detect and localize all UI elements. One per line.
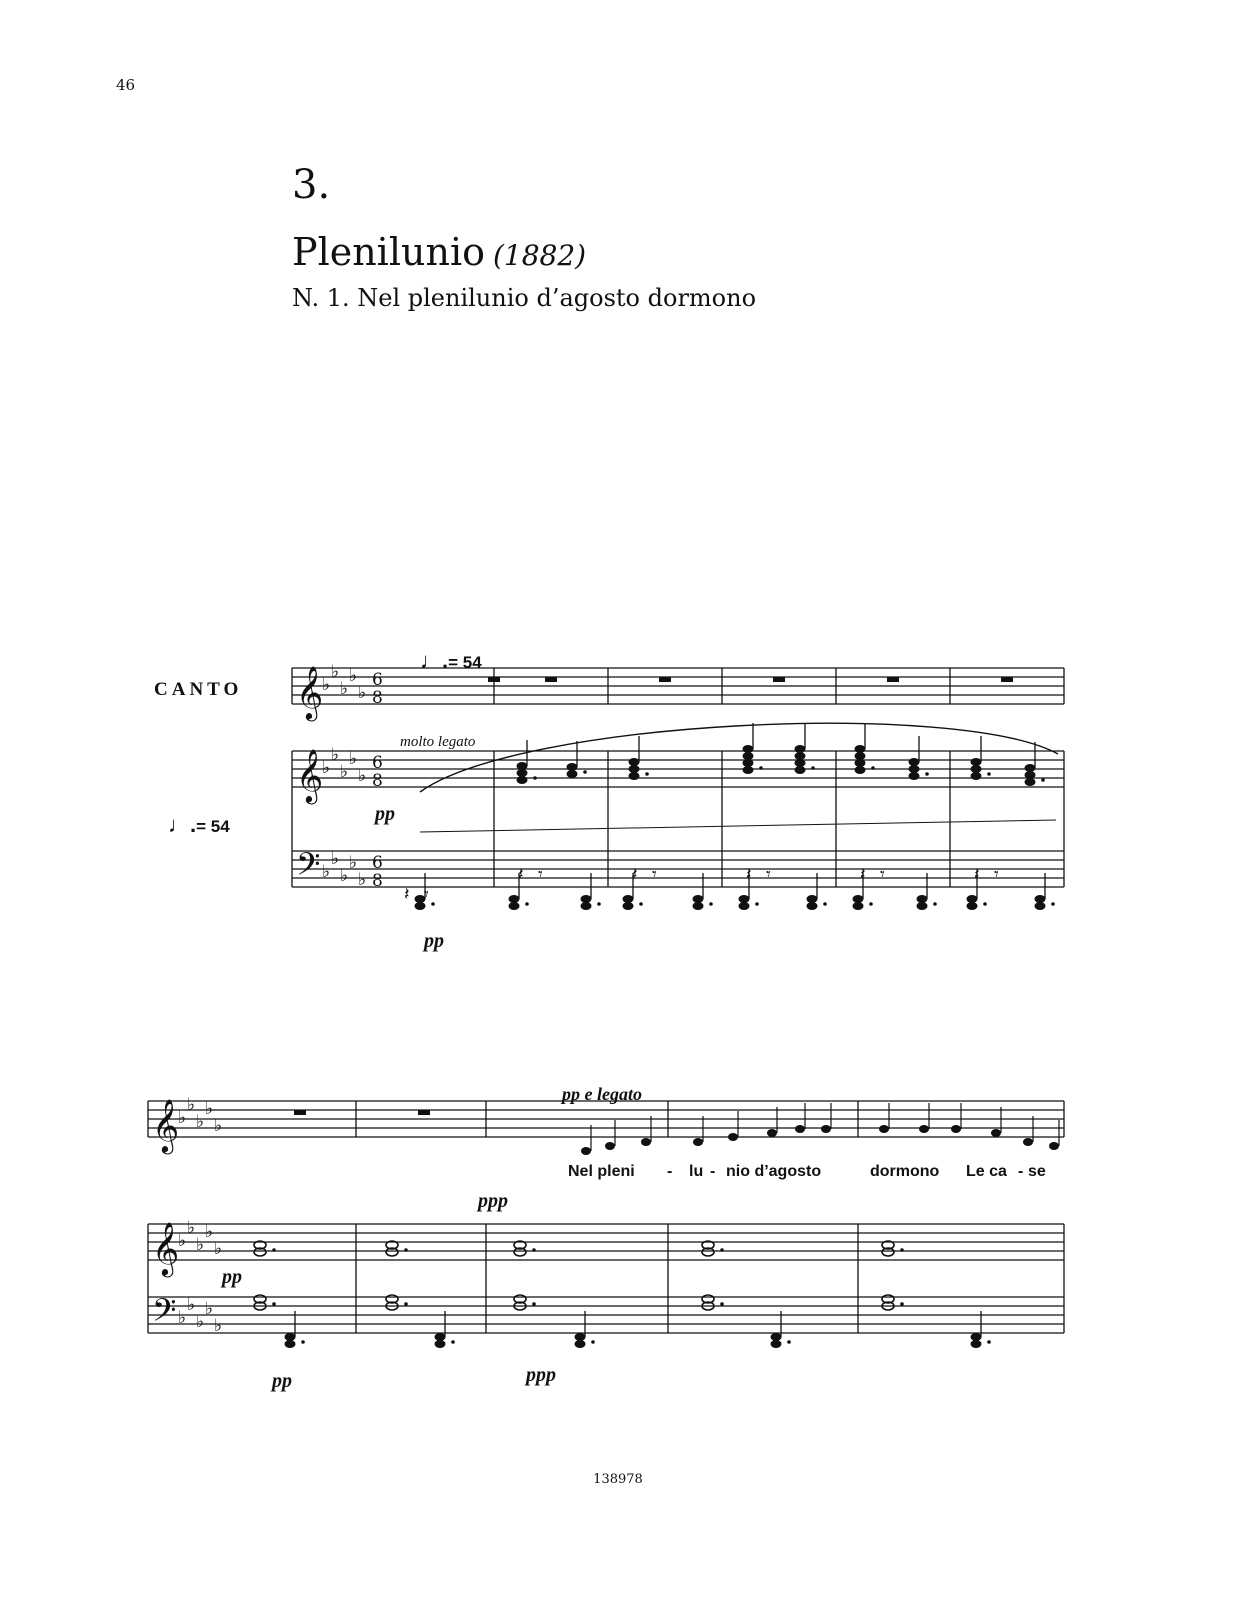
flat-icon: ♭: [349, 853, 358, 873]
tempo-value: = 54: [196, 817, 230, 836]
notehead: [1035, 902, 1046, 910]
notehead: [1035, 895, 1046, 903]
notehead: [575, 1333, 586, 1341]
notehead: [855, 745, 866, 753]
bass-clef-icon: 𝄢: [296, 846, 321, 890]
lyric-syllable: nio d’agosto: [726, 1163, 822, 1180]
dot: [583, 770, 587, 774]
whole-rest: [773, 677, 785, 682]
bass-clef-icon: 𝄢: [152, 1292, 177, 1336]
flat-icon: ♭: [331, 849, 340, 869]
plate-number: 138978: [593, 1472, 643, 1487]
notehead: [693, 902, 704, 910]
flat-icon: ♭: [340, 866, 349, 886]
voice-expression: pp e legato: [562, 1084, 642, 1104]
notehead: [967, 902, 978, 910]
dot: [871, 766, 875, 770]
notehead: [629, 772, 640, 780]
page-number: 46: [116, 76, 136, 94]
lyric-syllable: -: [667, 1163, 673, 1180]
notehead: [967, 895, 978, 903]
notehead: [739, 902, 750, 910]
flat-icon: ♭: [331, 745, 340, 765]
flat-icon: ♭: [349, 666, 358, 686]
notehead: [567, 763, 578, 771]
voice-label: CANTO: [154, 679, 243, 700]
dot: [987, 772, 991, 776]
time-signature: 8: [372, 688, 383, 708]
flat-icon: ♭: [187, 1218, 196, 1238]
time-signature: 6: [372, 753, 383, 773]
voice-note: [581, 1147, 591, 1155]
flat-icon: ♭: [178, 1108, 187, 1128]
flat-icon: ♭: [340, 679, 349, 699]
lyric-syllable: -: [710, 1163, 716, 1180]
eighth-rest-icon: 𝄾: [652, 864, 657, 885]
dot: [869, 902, 873, 906]
notehead: [795, 745, 806, 753]
dot: [787, 1340, 791, 1344]
flat-icon: ♭: [178, 1308, 187, 1328]
notehead: [807, 895, 818, 903]
flat-icon: ♭: [196, 1312, 205, 1332]
tempo-value: = 54: [448, 653, 482, 672]
dot: [933, 902, 937, 906]
time-signature: 8: [372, 871, 383, 891]
lyric-syllable: Nel pleni: [568, 1163, 635, 1180]
notehead: [629, 765, 640, 773]
quarter-rest-icon: 𝄽: [632, 864, 638, 885]
eighth-rest-icon: 𝄾: [994, 864, 999, 885]
lyric-syllable: dormono: [870, 1163, 940, 1180]
beam-line: [420, 820, 1056, 832]
notehead: [285, 1340, 296, 1348]
flat-icon: ♭: [214, 1116, 223, 1136]
flat-icon: ♭: [196, 1235, 205, 1255]
quarter-rest-icon: 𝄽: [518, 864, 524, 885]
flat-icon: ♭: [187, 1295, 196, 1315]
notehead: [855, 766, 866, 774]
notehead: [971, 765, 982, 773]
eighth-rest-icon: 𝄾: [538, 864, 543, 885]
slur: [420, 723, 1058, 792]
notehead: [1025, 771, 1036, 779]
notehead: [795, 752, 806, 760]
notehead: [909, 772, 920, 780]
dot: [925, 772, 929, 776]
flat-icon: ♭: [358, 683, 367, 703]
dot: [301, 1340, 305, 1344]
dot: [639, 902, 643, 906]
notehead: [581, 895, 592, 903]
dynamic-marking: pp: [375, 803, 395, 825]
eighth-rest-icon: 𝄾: [424, 884, 429, 905]
notehead: [517, 776, 528, 784]
notehead: [971, 1333, 982, 1341]
dynamic-marking: ppp: [526, 1364, 556, 1386]
whole-rest: [887, 677, 899, 682]
notehead: [743, 766, 754, 774]
notehead: [971, 1340, 982, 1348]
notehead: [693, 895, 704, 903]
notehead: [909, 758, 920, 766]
voice-note: [1023, 1138, 1033, 1146]
whole-rest: [545, 677, 557, 682]
flat-icon: ♭: [322, 758, 331, 778]
voice-note: [821, 1125, 831, 1133]
dot: [404, 1302, 408, 1306]
dot: [451, 1340, 455, 1344]
voice-note: [728, 1133, 738, 1141]
dot: [720, 1302, 724, 1306]
notehead: [917, 902, 928, 910]
flat-icon: ♭: [358, 870, 367, 890]
dot: [533, 776, 537, 780]
dot: [645, 772, 649, 776]
flat-icon: ♭: [178, 1231, 187, 1251]
notehead: [623, 902, 634, 910]
flat-icon: ♭: [205, 1299, 214, 1319]
dot: [525, 902, 529, 906]
notehead: [285, 1333, 296, 1341]
expression-molto-legato: molto legato: [400, 734, 476, 750]
notehead: [567, 770, 578, 778]
treble-clef-icon: 𝄞: [152, 1098, 180, 1152]
notehead: [623, 895, 634, 903]
dot: [811, 766, 815, 770]
notehead: [1025, 778, 1036, 786]
dot: [591, 1340, 595, 1344]
notehead: [435, 1340, 446, 1348]
piece-subtitle: N. 1. Nel plenilunio d’agosto dormono: [292, 284, 757, 312]
dynamic-marking: pp: [222, 1266, 242, 1288]
dynamic-marking: ppp: [478, 1190, 508, 1212]
dot: [720, 1248, 724, 1252]
dot: [431, 902, 435, 906]
lyric-syllable: -: [1018, 1163, 1024, 1180]
notehead: [971, 772, 982, 780]
dot: [823, 902, 827, 906]
voice-note: [879, 1125, 889, 1133]
quarter-rest-icon: 𝄽: [746, 864, 752, 885]
whole-rest: [294, 1110, 306, 1115]
notehead: [517, 769, 528, 777]
notehead: [517, 762, 528, 770]
lyric-syllable: Le ca: [966, 1163, 1007, 1180]
title-year: (1882): [492, 239, 587, 272]
notehead: [795, 759, 806, 767]
dot: [983, 902, 987, 906]
flat-icon: ♭: [187, 1095, 196, 1115]
lyric-syllable: lu: [689, 1163, 704, 1180]
notehead: [575, 1340, 586, 1348]
dot: [900, 1302, 904, 1306]
voice-note: [919, 1125, 929, 1133]
dot: [709, 902, 713, 906]
quarter-rest-icon: 𝄽: [860, 864, 866, 885]
dot: [987, 1340, 991, 1344]
dot: [532, 1302, 536, 1306]
lyric-syllable: se: [1028, 1163, 1046, 1180]
time-signature: 8: [372, 771, 383, 791]
notehead: [743, 752, 754, 760]
voice-note: [767, 1129, 777, 1137]
notehead: [771, 1340, 782, 1348]
flat-icon: ♭: [358, 766, 367, 786]
voice-note: [693, 1138, 703, 1146]
notehead: [909, 765, 920, 773]
flat-icon: ♭: [322, 675, 331, 695]
notehead: [743, 759, 754, 767]
notehead: [743, 745, 754, 753]
dynamic-marking: pp: [424, 930, 444, 952]
notehead: [855, 759, 866, 767]
whole-rest: [659, 677, 671, 682]
flat-icon: ♭: [205, 1099, 214, 1119]
treble-clef-icon: 𝄞: [296, 748, 324, 802]
dynamic-marking: pp: [272, 1370, 292, 1392]
dot: [404, 1248, 408, 1252]
dot: [597, 902, 601, 906]
title-text: Plenilunio: [292, 230, 485, 274]
notehead: [509, 902, 520, 910]
dot: [532, 1248, 536, 1252]
voice-note: [641, 1138, 651, 1146]
voice-note: [605, 1142, 615, 1150]
notehead: [971, 758, 982, 766]
dot: [900, 1248, 904, 1252]
flat-icon: ♭: [340, 762, 349, 782]
notehead: [853, 895, 864, 903]
flat-icon: ♭: [196, 1112, 205, 1132]
notehead: [855, 752, 866, 760]
dot: [759, 766, 763, 770]
flat-icon: ♭: [214, 1239, 223, 1259]
time-signature: 6: [372, 670, 383, 690]
flat-icon: ♭: [349, 749, 358, 769]
dot: [1051, 902, 1055, 906]
quarter-rest-icon: 𝄽: [404, 884, 410, 905]
piece-number: 3.: [292, 162, 331, 208]
notehead: [771, 1333, 782, 1341]
flat-icon: ♭: [322, 862, 331, 882]
eighth-rest-icon: 𝄾: [880, 864, 885, 885]
notehead: [739, 895, 750, 903]
voice-note: [795, 1125, 805, 1133]
dot: [272, 1302, 276, 1306]
treble-clef-icon: 𝄞: [296, 665, 324, 719]
voice-note: [991, 1129, 1001, 1137]
flat-icon: ♭: [331, 662, 340, 682]
quarter-rest-icon: 𝄽: [974, 864, 980, 885]
dot: [1041, 778, 1045, 782]
notehead: [629, 758, 640, 766]
whole-rest: [488, 677, 500, 682]
dot: [755, 902, 759, 906]
whole-rest: [1001, 677, 1013, 682]
notehead: [509, 895, 520, 903]
dotted-quarter-note-icon: ♩.: [420, 648, 449, 673]
notehead: [853, 902, 864, 910]
treble-clef-icon: 𝄞: [152, 1221, 180, 1275]
notehead: [795, 766, 806, 774]
dot: [272, 1248, 276, 1252]
eighth-rest-icon: 𝄾: [766, 864, 771, 885]
time-signature: 6: [372, 853, 383, 873]
notehead: [1025, 764, 1036, 772]
notehead: [807, 902, 818, 910]
flat-icon: ♭: [214, 1316, 223, 1336]
voice-note: [951, 1125, 961, 1133]
whole-rest: [418, 1110, 430, 1115]
notehead: [581, 902, 592, 910]
voice-note: [1049, 1142, 1059, 1150]
notehead: [435, 1333, 446, 1341]
flat-icon: ♭: [205, 1222, 214, 1242]
notehead: [917, 895, 928, 903]
dotted-quarter-note-icon: ♩.: [168, 812, 197, 837]
